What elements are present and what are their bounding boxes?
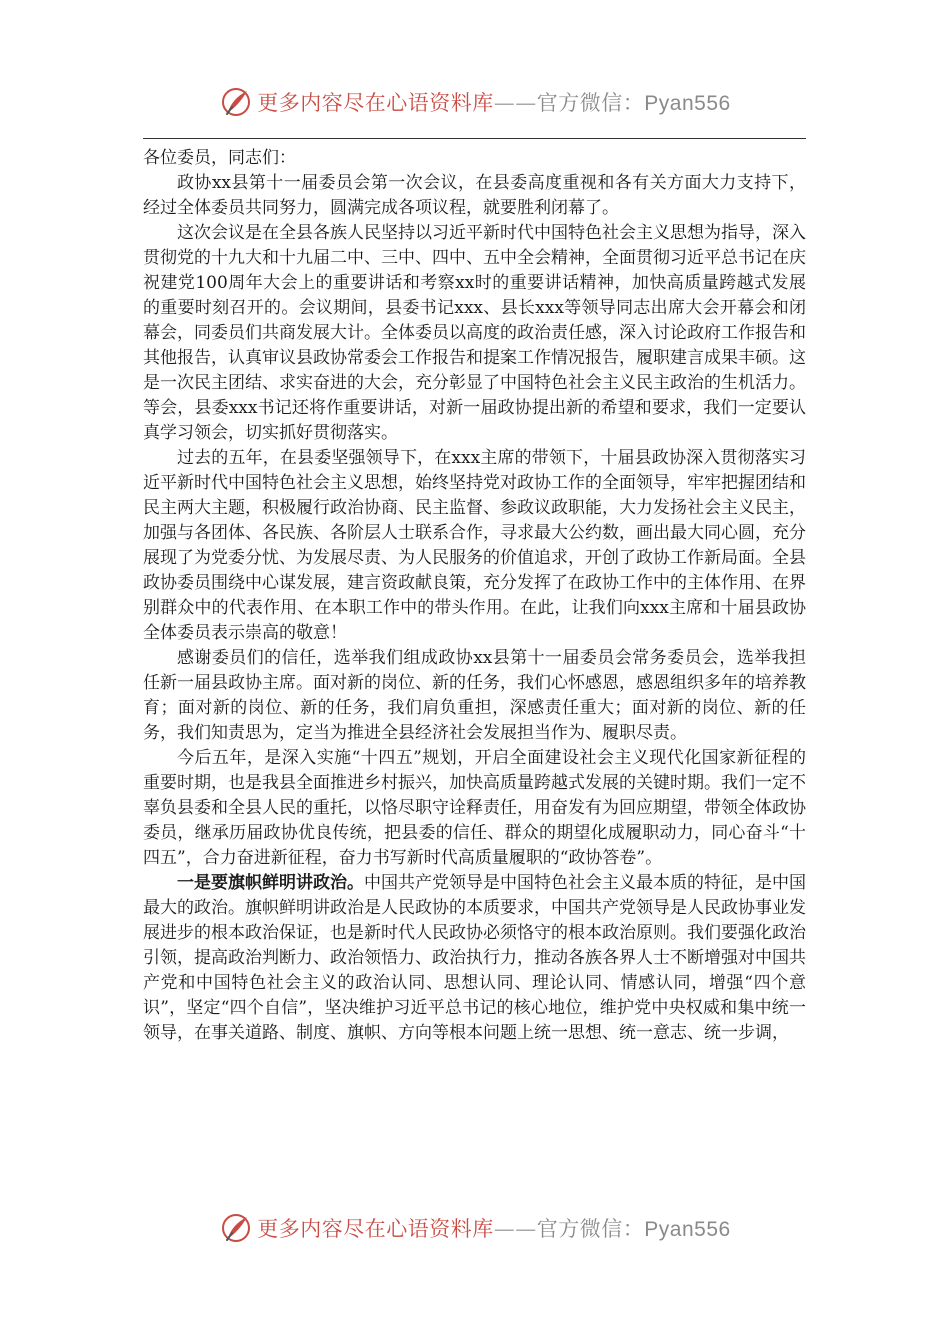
banner-brand: 更多内容尽在心语资料库 bbox=[257, 91, 494, 115]
feather-pen-logo-icon bbox=[219, 1211, 253, 1245]
paragraph-5: 今后五年，是深入实施“十四五”规划，开启全面建设社会主义现代化国家新征程的重要时期，也是我县全面推进乡村振兴，加快高质量跨越式发展的关键时期。我们一定不辜负县委和全县人民的重托，以恪尽职守诠释责任，用奋发有为回应期望，带领全体政协委员，继承历届政协优良传统，把县委的信任、群众的期望化成履职动力，同心奋斗“十四五”，合力奋进新征程，奋力书写新时代高质量履职的“政协答卷”。 bbox=[143, 748, 806, 868]
header-banner bbox=[0, 82, 950, 122]
paragraph-point-one bbox=[143, 871, 806, 1046]
banner-wechat-id: Pyan556 bbox=[644, 1218, 731, 1241]
banner-separator: —— bbox=[493, 1217, 537, 1241]
banner-brand: 更多内容尽在心语资料库 bbox=[257, 1217, 494, 1241]
header-divider bbox=[143, 138, 806, 139]
banner-separator: —— bbox=[493, 91, 537, 115]
banner-wechat-label: 官方微信： bbox=[536, 91, 645, 115]
banner-text bbox=[257, 87, 730, 117]
paragraph-1: 政协xx县第十一届委员会第一次会议，在县委高度重视和各有关方面大力支持下，经过全体委员共同努力，圆满完成各项议程，就要胜利闭幕了。 bbox=[143, 173, 806, 218]
salutation: 各位委员，同志们： bbox=[143, 148, 296, 168]
point-one-body: 中国共产党领导是中国特色社会主义最本质的特征，是中国最大的政治。旗帜鲜明讲政治是人民政协的本质要求，中国共产党领导是人民政协事业发展进步的根本政治保证，也是新时代人民政协必须恪守的根本政治原则。我们要强化政治引领，提高政治判断力、政治领悟力、政治执行力，推动各族各界人士不断增强对中国共产党和中国特色社会主义的政治认同、思想认同、理论认同、情感认同，增强“四个意识”，坚定“四个自信”，坚决维护习近平总书记的核心地位，维护党中央权威和集中统一领导，在事关道路、制度、旗帜、方向等根本问题上统一思想、统一意志、统一步调， bbox=[143, 873, 806, 1043]
document-body bbox=[143, 146, 806, 1046]
paragraph-2: 这次会议是在全县各族人民坚持以习近平新时代中国特色社会主义思想为指导，深入贯彻党的十九大和十九届二中、三中、四中、五中全会精神，全面贯彻习近平总书记在庆祝建党100周年大会上的重要讲话和考察xx时的重要讲话精神，加快高质量跨越式发展的重要时刻召开的。会议期间，县委书记xxx、县长xxx等领导同志出席大会开幕会和闭幕会，同委员们共商发展大计。全体委员以高度的政治责任感，深入讨论政府工作报告和其他报告，认真审议县政协常委会工作报告和提案工作情况报告，履职建言成果丰硕。这是一次民主团结、求实奋进的大会，充分彰显了中国特色社会主义民主政治的生机活力。等会，县委xxx书记还将作重要讲话，对新一届政协提出新的希望和要求，我们一定要认真学习领会，切实抓好贯彻落实。 bbox=[143, 223, 806, 443]
point-one-heading: 一是要旗帜鲜明讲政治。 bbox=[177, 873, 364, 893]
banner-wechat-id: Pyan556 bbox=[644, 92, 731, 115]
banner-text bbox=[257, 1213, 730, 1243]
paragraph-4: 感谢委员们的信任，选举我们组成政协xx县第十一届委员会常务委员会，选举我担任新一届县政协主席。面对新的岗位、新的任务，我们心怀感恩，感恩组织多年的培养教育；面对新的岗位、新的任务，我们肩负重担，深感责任重大；面对新的岗位、新的任务，我们知责思为，定当为推进全县经济社会发展担当作为、履职尽责。 bbox=[143, 648, 806, 743]
footer-banner bbox=[0, 1208, 950, 1248]
feather-pen-logo-icon bbox=[219, 85, 253, 119]
banner-wechat-label: 官方微信： bbox=[536, 1217, 645, 1241]
paragraph-3: 过去的五年，在县委坚强领导下，在xxx主席的带领下，十届县政协深入贯彻落实习近平新时代中国特色社会主义思想，始终坚持党对政协工作的全面领导，牢牢把握团结和民主两大主题，积极履行政治协商、民主监督、参政议政职能，大力发扬社会主义民主，加强与各团体、各民族、各阶层人士联系合作，寻求最大公约数，画出最大同心圆，充分展现了为党委分忧、为发展尽责、为人民服务的价值追求，开创了政协工作新局面。全县政协委员围绕中心谋发展，建言资政献良策，充分发挥了在政协工作中的主体作用、在界别群众中的代表作用、在本职工作中的带头作用。在此，让我们向xxx主席和十届县政协全体委员表示崇高的敬意！ bbox=[143, 448, 806, 643]
